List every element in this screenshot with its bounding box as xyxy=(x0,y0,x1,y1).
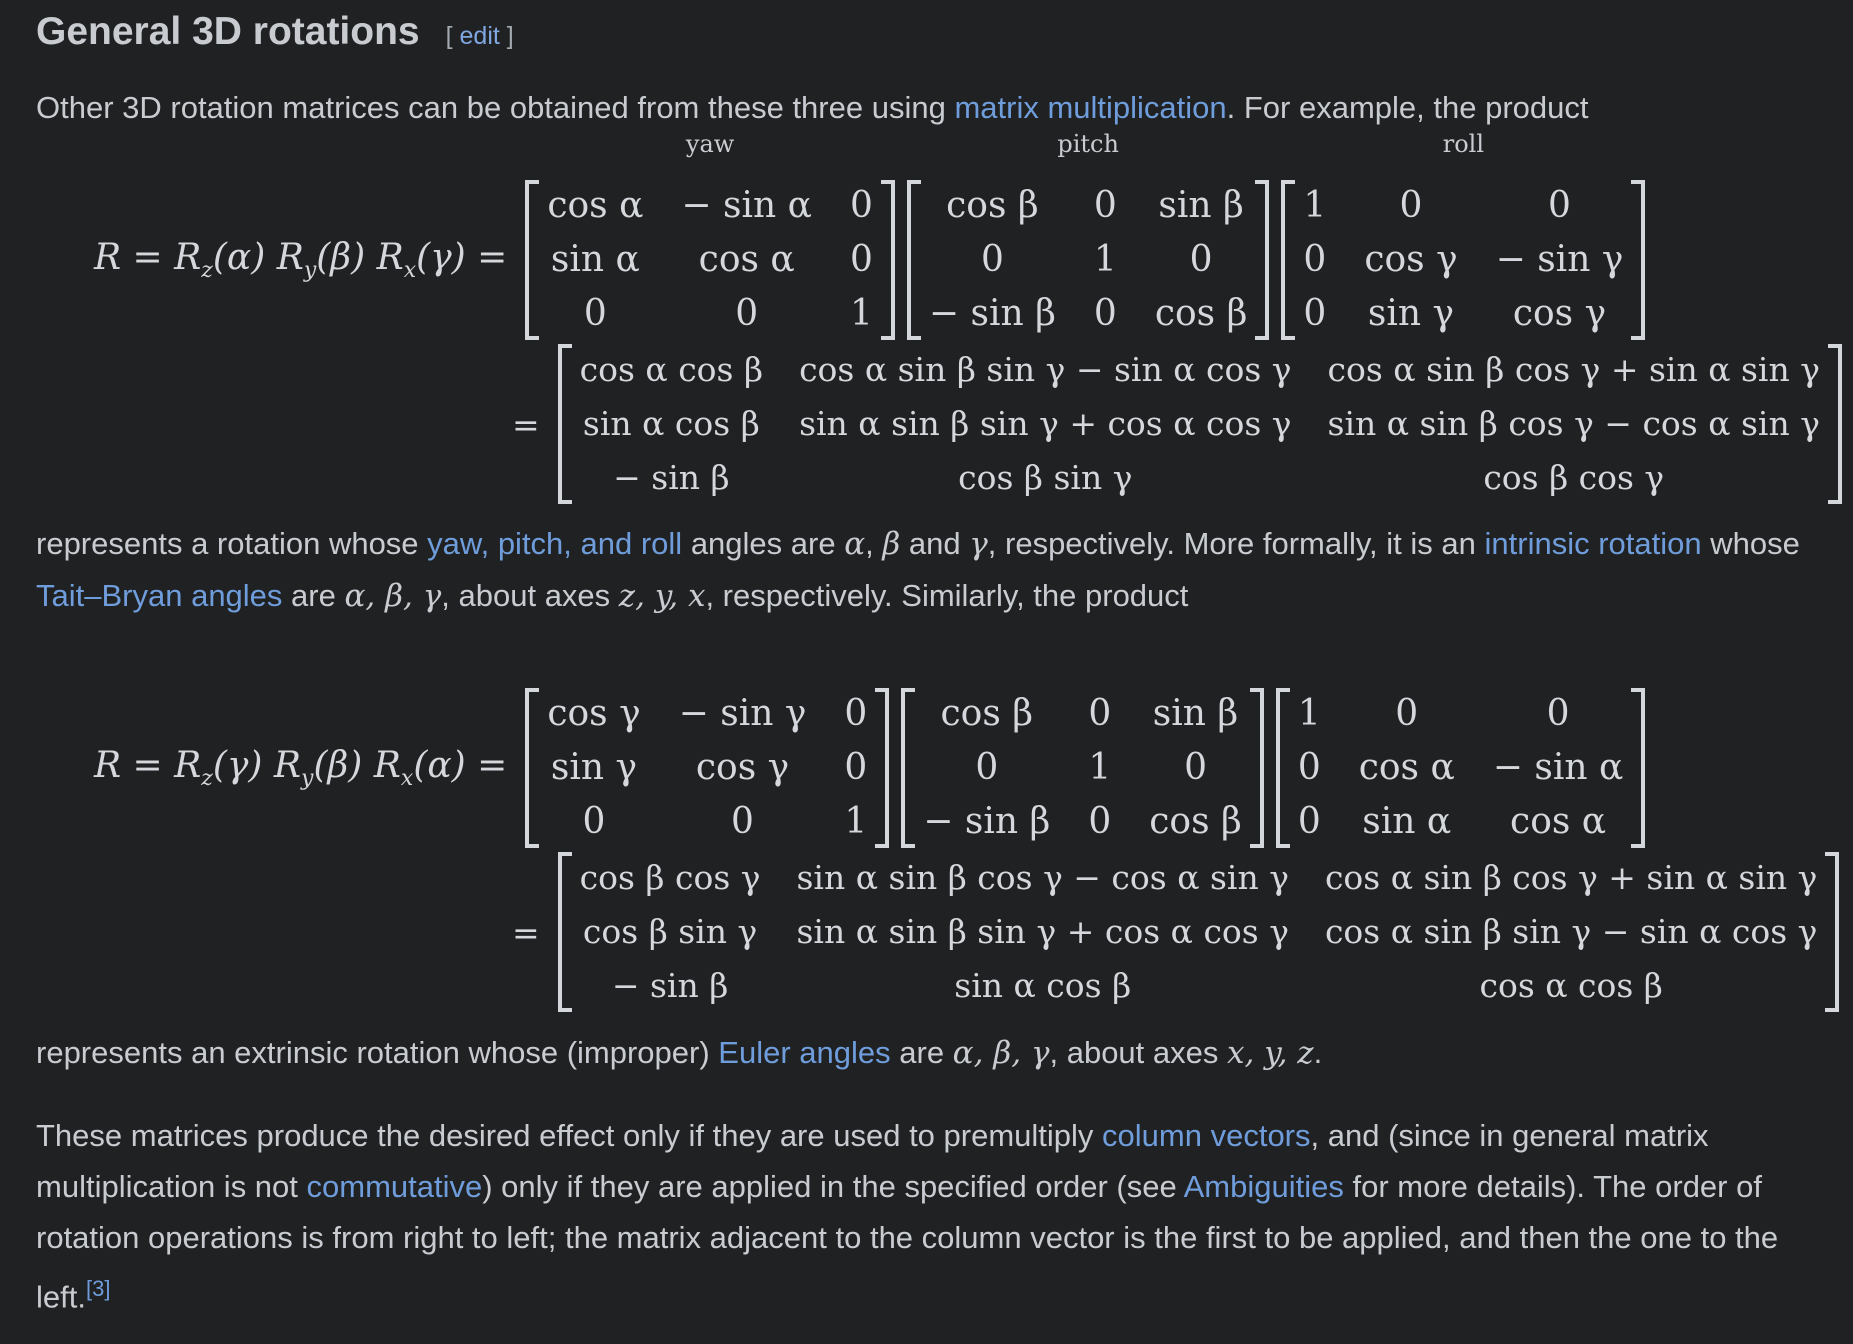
pitch-matrix xyxy=(907,130,1270,340)
equation-2 xyxy=(94,688,1651,848)
equation-2-lhs: $R = R_z(\gamma)$ $R_y(\beta) R_x(\alpha)$ = xyxy=(94,744,508,792)
paragraph-intro xyxy=(36,82,1826,133)
text: whose xyxy=(1701,526,1800,561)
matrix-cell: 0 xyxy=(1093,293,1117,334)
matrix-cell: cos α xyxy=(1510,801,1607,842)
matrix-cell: 0 xyxy=(844,693,868,734)
matrix-cell: sin β xyxy=(1152,693,1239,734)
section-heading xyxy=(36,10,514,54)
matrix-cell: cos β cos γ xyxy=(579,858,761,897)
matrix-cell: 0 xyxy=(1546,693,1570,734)
product-matrix xyxy=(558,852,1840,1012)
intrinsic-rotation-link[interactable]: intrinsic rotation xyxy=(1484,526,1702,561)
matrix-cell: 0 xyxy=(1088,693,1112,734)
equation-1-result xyxy=(500,344,1848,504)
matrix-cell: cos α sin β cos γ + sin α sin γ xyxy=(1327,350,1820,389)
matrix-cell: 0 xyxy=(1548,185,1571,226)
text: , respectively. Similarly, the product xyxy=(705,578,1189,613)
text: , xyxy=(865,526,883,561)
subscript: x xyxy=(400,766,414,792)
matrix-cell: sin α xyxy=(1362,801,1452,842)
axes-list: z, y, x xyxy=(618,578,706,614)
text: angles are xyxy=(682,526,845,561)
roll-label: roll xyxy=(1442,130,1485,158)
matrix-cell: 0 xyxy=(583,293,607,334)
subscript: y xyxy=(303,258,317,284)
text: , respectively. More formally, it is an xyxy=(987,526,1485,561)
equation-2-result xyxy=(500,852,1845,1012)
paragraph-euler xyxy=(36,1027,1826,1079)
matrix-cell: sin β xyxy=(1158,185,1244,226)
matrix-cell: 0 xyxy=(849,239,873,280)
matrix-cell: − sin β xyxy=(928,293,1056,334)
matrix-cell: 0 xyxy=(980,239,1004,280)
matrix-cell: 0 xyxy=(1399,185,1423,226)
edit-link[interactable]: edit xyxy=(459,22,500,50)
product-matrix xyxy=(558,344,1842,504)
matrix-cell: 0 xyxy=(731,801,754,842)
equation-1-lhs: $R = R_z(\alpha)$ $R_y(\beta) R_x(\gamma)$ = xyxy=(94,236,508,284)
edit-bracket-close: ] xyxy=(506,22,514,50)
matrix-cell: cos γ xyxy=(1512,293,1607,334)
text: Other 3D rotation matrices can be obtained from these three using xyxy=(36,90,955,125)
equation-1 xyxy=(94,130,1651,340)
matrix-cell: cos γ xyxy=(547,693,641,734)
matrix-cell: 0 xyxy=(1297,747,1321,788)
matrix-cell: cos α cos β xyxy=(579,350,764,389)
subscript: x xyxy=(403,258,417,284)
text: , about axes xyxy=(441,578,619,613)
matrix-cell: 1 xyxy=(844,801,868,842)
text: . xyxy=(1313,1035,1323,1070)
matrix-cell: cos γ xyxy=(695,747,790,788)
section-title: General 3D rotations xyxy=(36,10,420,53)
pitch-label: pitch xyxy=(1057,130,1119,158)
matrix-cell: − sin β xyxy=(923,801,1051,842)
matrix-cell: cos α xyxy=(698,239,795,280)
alpha: α xyxy=(844,526,866,562)
matrix-cell: cos β xyxy=(940,693,1034,734)
axes-list: x, y, z xyxy=(1227,1035,1314,1071)
matrix-cell: 0 xyxy=(1184,747,1207,788)
column-vectors-link[interactable]: column vectors xyxy=(1102,1118,1311,1153)
matrix-cell: cos α xyxy=(1358,747,1455,788)
matrix-cell: 0 xyxy=(1395,693,1419,734)
matrix-cell: 1 xyxy=(849,293,873,334)
matrix-cell: cos β xyxy=(946,185,1039,226)
gamma: γ xyxy=(969,526,988,562)
matrix-cell: − sin α xyxy=(1492,747,1624,788)
matrix-cell: sin α xyxy=(550,239,640,280)
edit-bracket-open: [ xyxy=(445,22,453,50)
matrix-cell: 0 xyxy=(849,185,873,226)
matrix-cell: sin γ xyxy=(1367,293,1455,334)
yaw-label: yaw xyxy=(685,130,735,158)
text: , about axes xyxy=(1049,1035,1227,1070)
matrix-cell: 0 xyxy=(1189,239,1213,280)
text: represents an extrinsic rotation whose (improper) xyxy=(36,1035,719,1070)
subscript: z xyxy=(201,766,213,792)
text: for more details). The order of rotation operations is from right to left; the matrix adjacent to the column vector is the first to be applied, and then the one to the left. xyxy=(36,1169,1779,1315)
matrix-cell: 1 xyxy=(1303,185,1327,226)
matrix-cell: cos α sin β sin γ − sin α cos γ xyxy=(1324,912,1818,951)
text: are xyxy=(890,1035,953,1070)
matrix-cell: cos α cos β xyxy=(1479,966,1663,1005)
paragraph-yaw-pitch-roll xyxy=(36,518,1826,622)
matrix-cell: 0 xyxy=(1303,293,1327,334)
angle-list: α, β, γ xyxy=(952,1035,1050,1071)
matrix-cell: 0 xyxy=(844,747,868,788)
reference xyxy=(86,1276,110,1301)
yaw-pitch-roll-link[interactable]: yaw, pitch, and roll xyxy=(427,526,683,561)
matrix-cell: 0 xyxy=(1088,801,1112,842)
matrix-cell: sin α sin β sin γ + cos α cos γ xyxy=(796,912,1289,951)
matrix-cell: 1 xyxy=(1088,747,1112,788)
matrix-cell: − sin β xyxy=(613,458,730,497)
matrix-cell: 0 xyxy=(582,801,606,842)
text: represents a rotation whose xyxy=(36,526,428,561)
angle-list: α, β, γ xyxy=(344,578,442,614)
matrix-cell: sin γ xyxy=(550,747,638,788)
text: and xyxy=(900,526,970,561)
matrix-cell: cos α sin β cos γ + sin α sin γ xyxy=(1324,858,1818,897)
subscript: z xyxy=(201,258,213,284)
matrix-cell: 0 xyxy=(1297,801,1321,842)
z-rotation-matrix xyxy=(525,688,889,848)
subscript: y xyxy=(301,766,314,792)
matrix-cell: 0 xyxy=(1093,185,1117,226)
beta: β xyxy=(882,526,901,562)
matrix-cell: − sin γ xyxy=(678,693,807,734)
matrix-cell: sin α sin β cos γ − cos α sin γ xyxy=(796,858,1289,897)
text: These matrices produce the desired effect only if they are used to premultiply xyxy=(36,1118,1103,1153)
matrix-cell: cos β xyxy=(1149,801,1242,842)
matrix-cell: 0 xyxy=(975,747,999,788)
matrix-multiplication-link[interactable]: matrix multiplication xyxy=(954,90,1227,125)
roll-matrix xyxy=(1281,130,1645,340)
matrix-cell: cos α xyxy=(547,185,644,226)
text: are xyxy=(282,578,345,613)
text: . For example, the product xyxy=(1226,90,1589,125)
tait-bryan-angles-link[interactable]: Tait–Bryan angles xyxy=(36,578,283,613)
y-rotation-matrix xyxy=(901,688,1264,848)
commutative-link[interactable]: commutative xyxy=(306,1169,483,1204)
matrix-cell: cos α sin β sin γ − sin α cos γ xyxy=(799,350,1292,389)
matrix-cell: sin α cos β xyxy=(954,966,1132,1005)
edit-section xyxy=(446,22,514,51)
matrix-cell: sin α sin β cos γ − cos α sin γ xyxy=(1327,404,1820,443)
ambiguities-link[interactable]: Ambiguities xyxy=(1183,1169,1344,1204)
matrix-cell: 0 xyxy=(735,293,759,334)
x-rotation-matrix xyxy=(1276,688,1646,848)
matrix-cell: 1 xyxy=(1093,239,1117,280)
yaw-matrix xyxy=(525,130,895,340)
euler-angles-link[interactable]: Euler angles xyxy=(718,1035,891,1070)
paragraph-premultiply xyxy=(36,1110,1826,1322)
matrix-cell: cos β xyxy=(1154,293,1248,334)
matrix-cell: − sin β xyxy=(611,966,729,1005)
matrix-cell: − sin α xyxy=(681,185,812,226)
reference-3-link[interactable]: [3] xyxy=(85,1276,111,1301)
equals-sign: = xyxy=(512,404,540,444)
matrix-cell: 1 xyxy=(1297,693,1321,734)
matrix-cell: cos β sin γ xyxy=(582,912,758,951)
matrix-cell: sin α cos β xyxy=(582,404,760,443)
text: , and (since in general matrix multiplication is not xyxy=(36,1118,1709,1204)
text: ) only if they are applied in the specified order (see xyxy=(482,1169,1184,1204)
matrix-cell: 0 xyxy=(1303,239,1327,280)
matrix-cell: cos β cos γ xyxy=(1483,458,1665,497)
matrix-cell: sin α sin β sin γ + cos α cos γ xyxy=(799,404,1292,443)
matrix-cell: cos γ xyxy=(1364,239,1458,280)
matrix-cell: − sin γ xyxy=(1495,239,1624,280)
equals-sign: = xyxy=(512,912,540,952)
matrix-cell: cos β sin γ xyxy=(958,458,1133,497)
